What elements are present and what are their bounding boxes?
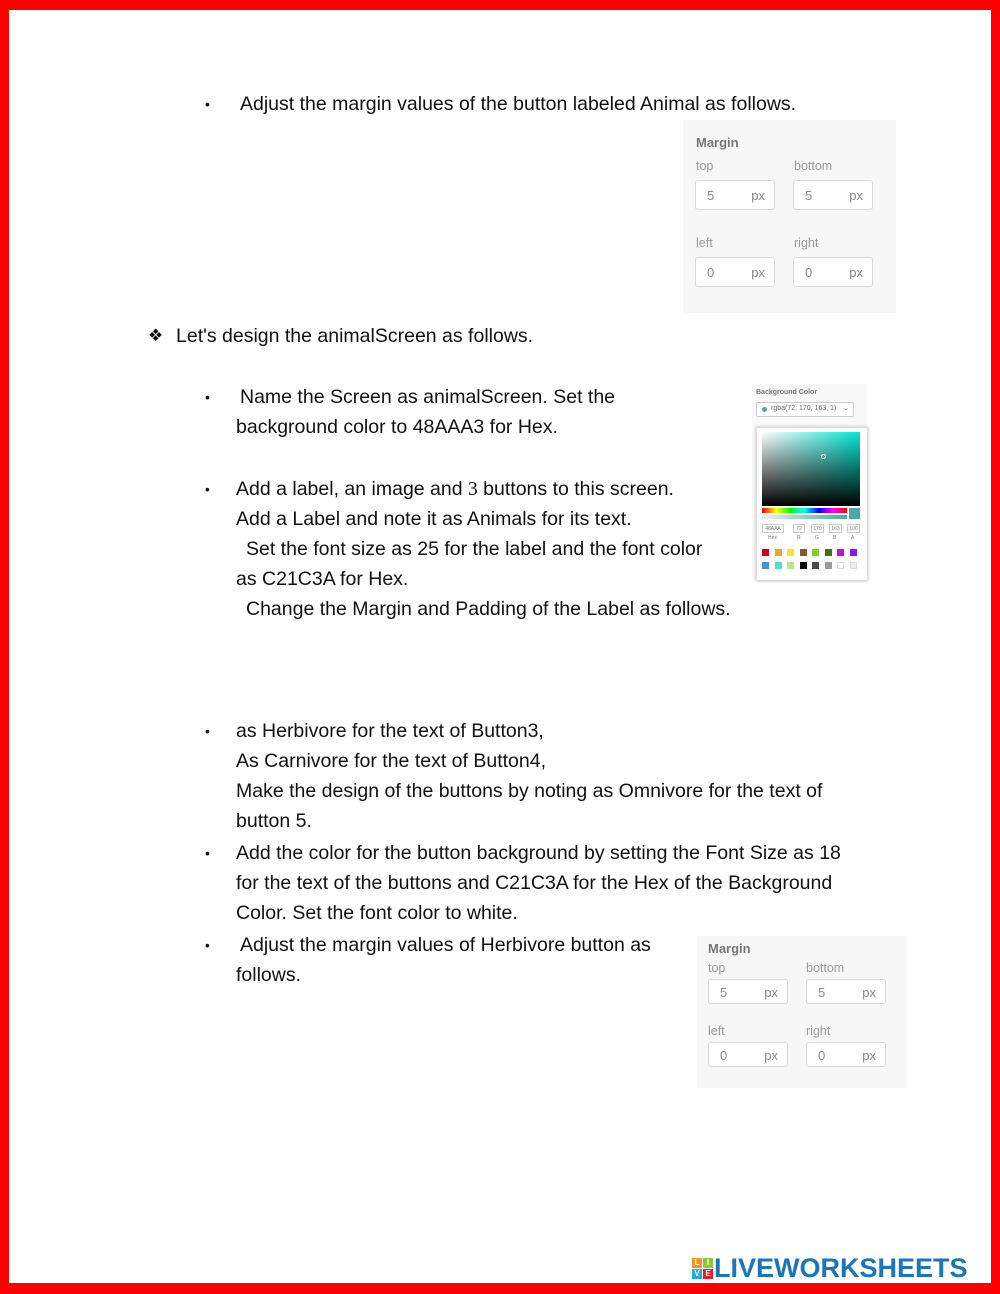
instruction-text: Add the color for the button background by setting the Font Size as 18 — [236, 842, 841, 864]
right-label: right — [794, 236, 819, 250]
color-swatch[interactable] — [762, 562, 769, 569]
top-label: top — [708, 961, 726, 975]
color-picker-panel — [752, 384, 867, 582]
margin-panel-herbivore — [697, 936, 907, 1088]
color-select[interactable]: rgba(72, 170, 163, 1) ⌄ — [756, 402, 854, 417]
color-swatch[interactable] — [812, 562, 819, 569]
instruction-text: Adjust the margin values of the button labeled Animal as follows. — [240, 93, 797, 115]
instruction-text: Make the design of the buttons by noting as Omnivore for the text of — [236, 780, 823, 802]
r-label: R — [797, 535, 801, 541]
a-input[interactable]: 100 — [847, 524, 860, 533]
top-label: top — [696, 159, 714, 173]
bottom-label: bottom — [794, 159, 833, 173]
bullet: • — [205, 723, 210, 739]
margin-panel-animal — [683, 120, 896, 313]
instruction-text: Adjust the margin values of Herbivore button as — [240, 934, 651, 956]
hue-slider[interactable] — [762, 508, 847, 513]
bottom-label: bottom — [806, 961, 845, 975]
margin-bottom-input[interactable]: 5 px — [793, 180, 873, 210]
margin-left-input[interactable]: 0 px — [708, 1042, 788, 1067]
instruction-text: Add a Label and note it as Animals for its text. — [236, 508, 632, 530]
b-input[interactable]: 163 — [829, 524, 842, 533]
saturation-area[interactable] — [762, 432, 860, 506]
logo-badge-icon: L I V E — [692, 1258, 714, 1280]
a-label: A — [851, 535, 855, 541]
section-heading: Let's design the animalScreen as follows. — [176, 325, 534, 347]
color-swatch[interactable] — [762, 549, 769, 556]
margin-right-input[interactable]: 0 px — [793, 257, 873, 287]
bullet: • — [205, 481, 210, 497]
picker-handle-icon[interactable] — [821, 454, 826, 459]
color-swatch[interactable] — [837, 562, 844, 569]
left-label: left — [708, 1024, 725, 1038]
margin-top-input[interactable]: 5 px — [708, 979, 788, 1004]
color-swatch[interactable] — [850, 549, 857, 556]
left-label: left — [696, 236, 713, 250]
chevron-down-icon: ⌄ — [843, 405, 849, 412]
color-swatch[interactable] — [825, 549, 832, 556]
bullet: • — [205, 389, 210, 405]
instruction-text: Set the font size as 25 for the label and the font color — [246, 538, 703, 560]
color-swatch[interactable] — [800, 562, 807, 569]
diamond-bullet-icon: ❖ — [148, 326, 164, 345]
instruction-text: Change the Margin and Padding of the Label as follows. — [246, 598, 731, 620]
bullet: • — [205, 96, 210, 112]
logo-text: LIVEWORKSHEETS — [714, 1253, 968, 1283]
g-input[interactable]: 170 — [811, 524, 824, 533]
margin-left-input[interactable]: 0 px — [695, 257, 775, 287]
color-swatch[interactable] — [787, 562, 794, 569]
instruction-text: as Herbivore for the text of Button3, — [236, 720, 544, 742]
instruction-text: button 5. — [236, 810, 312, 832]
margin-top-input[interactable]: 5 px — [695, 180, 775, 210]
color-picker-title: Background Color — [756, 389, 818, 396]
b-label: B — [833, 535, 837, 541]
alpha-slider[interactable] — [762, 515, 847, 519]
instruction-text: Add a label, an image and 3 buttons to this screen. — [236, 478, 674, 500]
hex-input[interactable]: 48AAA — [762, 524, 784, 533]
bullet: • — [205, 845, 210, 861]
margin-title: Margin — [708, 941, 751, 956]
instruction-text: background color to 48AAA3 for Hex. — [236, 416, 558, 438]
hex-label: Hex — [768, 535, 777, 541]
instruction-text: follows. — [236, 964, 302, 986]
instruction-text: As Carnivore for the text of Button4, — [236, 750, 546, 772]
color-swatch[interactable] — [812, 549, 819, 556]
instruction-text: as C21C3A for Hex. — [236, 568, 409, 590]
instruction-text: for the text of the buttons and C21C3A for the Hex of the Background — [236, 872, 833, 894]
color-swatch[interactable] — [837, 549, 844, 556]
g-label: G — [815, 535, 819, 541]
color-swatch[interactable] — [825, 562, 832, 569]
instruction-text: Color. Set the font color to white. — [236, 902, 518, 924]
bullet: • — [205, 937, 210, 953]
r-input[interactable]: 72 — [793, 524, 805, 533]
margin-right-input[interactable]: 0 px — [806, 1042, 886, 1067]
right-label: right — [806, 1024, 831, 1038]
margin-title: Margin — [696, 135, 739, 150]
margin-bottom-input[interactable]: 5 px — [806, 979, 886, 1004]
color-dot-icon — [762, 407, 767, 412]
color-swatch[interactable] — [775, 549, 782, 556]
color-swatch[interactable] — [787, 549, 794, 556]
color-swatch[interactable] — [850, 562, 857, 569]
instruction-text: Name the Screen as animalScreen. Set the — [240, 386, 616, 408]
color-swatch[interactable] — [775, 562, 782, 569]
color-preview — [849, 508, 860, 519]
color-popover — [756, 427, 868, 581]
liveworksheets-logo[interactable] — [692, 1255, 988, 1282]
color-swatch[interactable] — [800, 549, 807, 556]
